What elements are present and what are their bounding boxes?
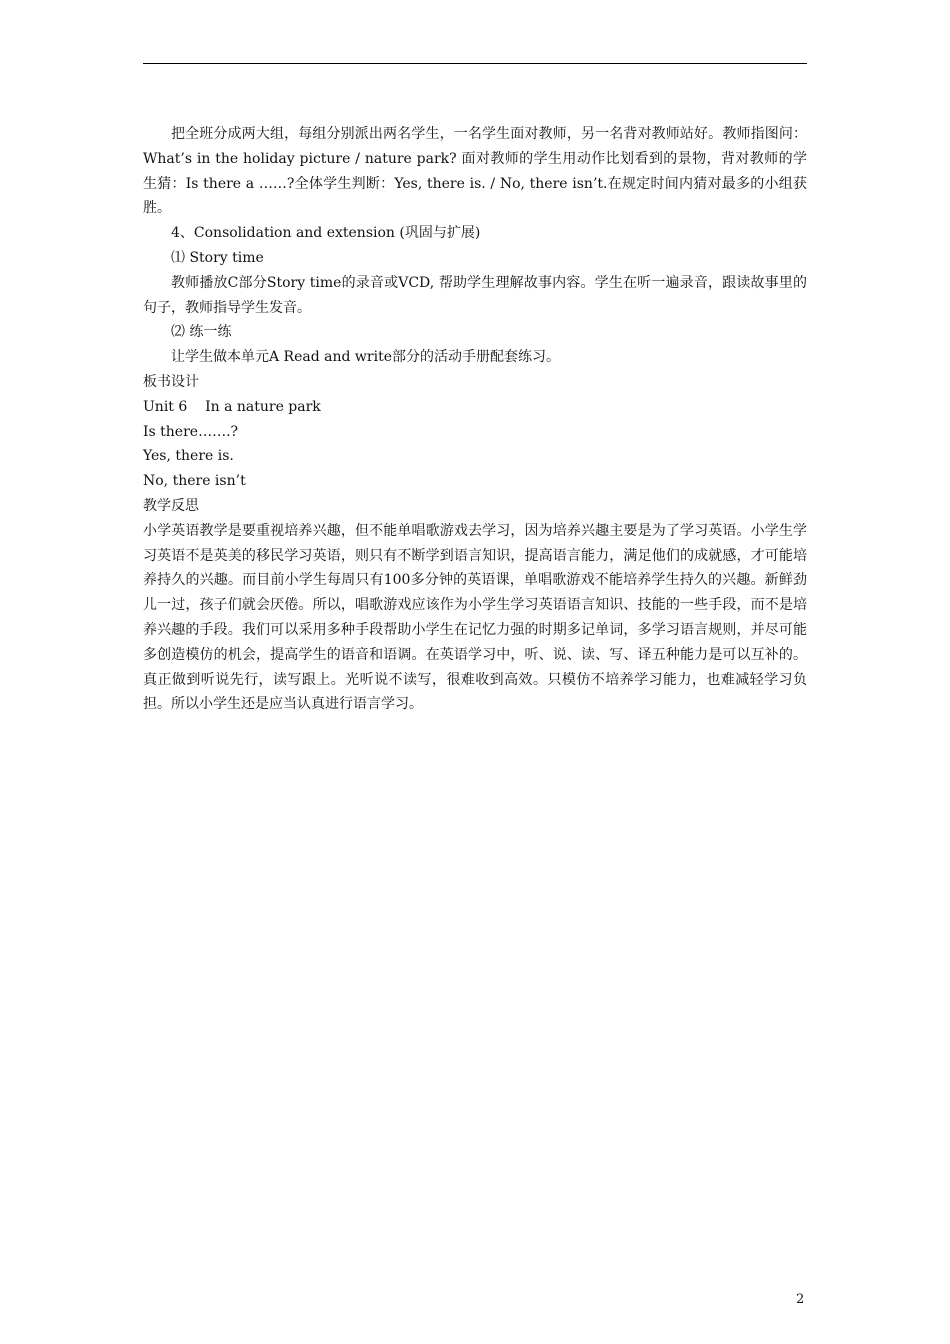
paragraph-guessing-game: 把全班分成两大组，每组分别派出两名学生，一名学生面对教师，另一名背对教师站好。教师指图问：What’s in the holiday picture / nature park? 面对教师的学生用动作比划看到的景物，背对教师的学生猜：Is there a ……?全体学生判断：Yes, there is. / No, there isn’t.在规定时间内猜对最多的小组获胜。: [143, 126, 807, 217]
paragraph-story-time: 教师播放C部分Story time的录音或VCD, 帮助学生理解故事内容。学生在听一遍录音，跟读故事里的句子，教师指导学生发音。: [143, 274, 807, 316]
paragraph-teaching-reflection: 小学英语教学是要重视培养兴趣，但不能单唱歌游戏去学习，因为培养兴趣主要是为了学习英语。小学生学习英语不是英美的移民学习英语，则只有不断学到语言知识，提高语言能力，满足他们的成就感，才可能培养持久的兴趣。而目前小学生每周只有100多分钟的英语课，单唱歌游戏不能培养学生持久的兴趣。新鲜劲儿一过，孩子们就会厌倦。所以，唱歌游戏应该作为小学生学习英语语言知识、技能的一些手段，而不是培养兴趣的手段。我们可以采用多种手段帮助小学生在记忆力强的时期多记单词，多学习语言规则，并尽可能多创造模仿的机会，提高学生的语音和语调。在英语学习中，听、说、读、写、译五种能力是可以互补的。真正做到听说先行，读写跟上。光听说不读写，很难收到高效。只模仿不培养学习能力，也难减轻学习负担。所以小学生还是应当认真进行语言学习。: [143, 522, 807, 713]
board-answer-yes: Yes, there is.: [143, 448, 234, 465]
heading-board-design: 板书设计: [143, 373, 199, 390]
board-unit-title: Unit 6 In a nature park: [143, 398, 321, 415]
page-number: 2: [796, 1292, 805, 1307]
subheading-story-time: ⑴ Story time: [171, 249, 264, 266]
board-question: Is there…….?: [143, 423, 239, 440]
document-body: [143, 122, 807, 717]
paragraph-practice: 让学生做本单元A Read and write部分的活动手册配套练习。: [171, 349, 560, 366]
section-heading-consolidation: 4、Consolidation and extension (巩固与扩展): [171, 225, 481, 242]
header-rule: [143, 63, 807, 64]
board-answer-no: No, there isn’t: [143, 473, 246, 490]
subheading-practice: ⑵ 练一练: [171, 324, 232, 341]
heading-teaching-reflection: 教学反思: [143, 497, 199, 514]
